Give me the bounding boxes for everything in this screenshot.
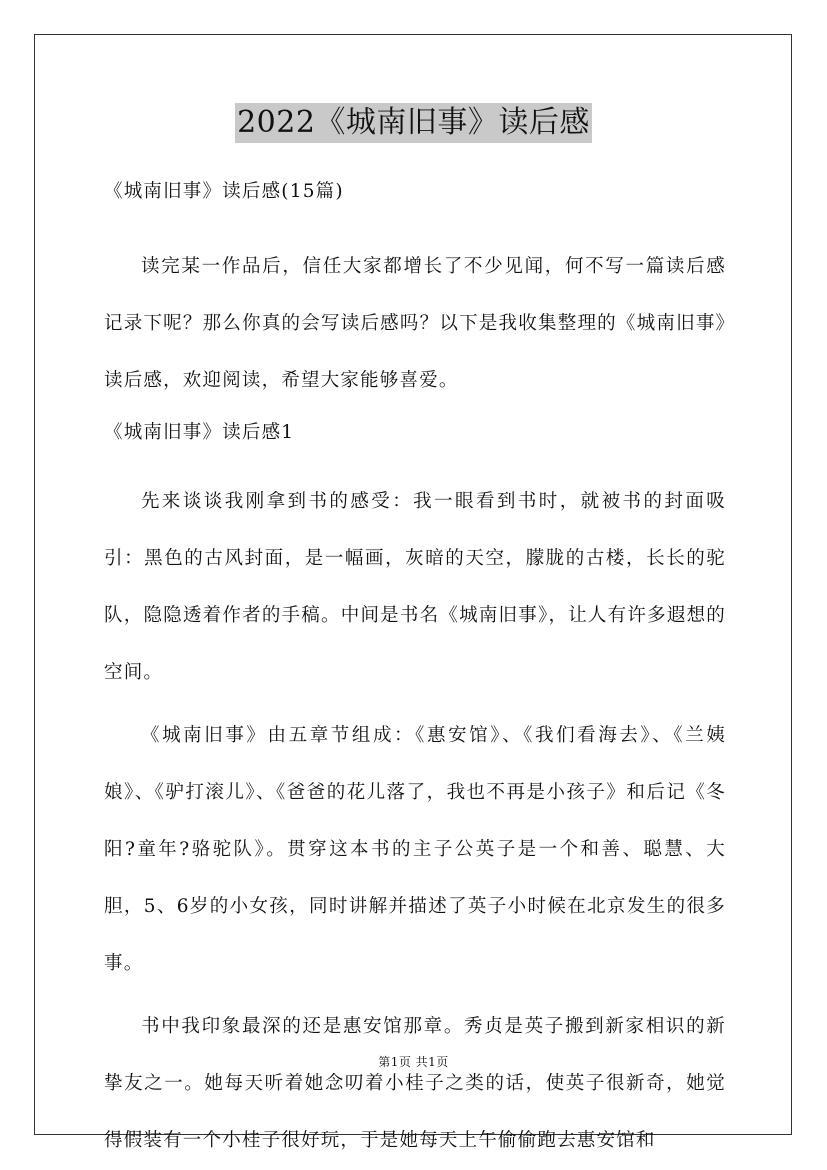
document-body	[104, 172, 726, 1169]
document-subtitle: 《城南旧事》读后感(15篇)	[104, 181, 344, 202]
body-paragraph-2: 《城南旧事》由五章节组成：《惠安馆》、《我们看海去》、《兰姨娘》、《驴打滚儿》、《爸爸的花儿落了，我也不再是小孩子》和后记《冬阳?童年?骆驼队》。贯穿这本书的主子公英子是一个和善、聪慧、大胆，5、6岁的小女孩，同时讲解并描述了英子小时候在北京发生的很多事。	[104, 725, 726, 974]
page-footer: 第1页 共1页	[378, 1055, 449, 1069]
body-paragraph-1: 先来谈谈我刚拿到书的感受：我一眼看到书时，就被书的封面吸引：黑色的古风封面，是一幅画，灰暗的天空，朦胧的古楼，长长的驼队，隐隐透着作者的手稿。中间是书名《城南旧事》，让人有许多遐想的空间。	[104, 491, 726, 683]
document-title: 2022《城南旧事》读后感	[235, 103, 592, 143]
body-paragraph-3: 书中我印象最深的还是惠安馆那章。秀贞是英子搬到新家相识的新挚友之一。她每天听着她念叨着小桂子之类的话，使英子很新奇，她觉得假装有一个小桂子很好玩，于是她每天上午偷偷跑去惠安馆和	[104, 1016, 726, 1151]
intro-paragraph: 读完某一作品后，信任大家都增长了不少见闻，何不写一篇读后感记录下呢？那么你真的会写读后感吗？以下是我收集整理的《城南旧事》读后感，欢迎阅读，希望大家能够喜爱。	[104, 256, 726, 391]
title-wrap	[0, 103, 827, 143]
section-heading: 《城南旧事》读后感1	[104, 422, 295, 443]
